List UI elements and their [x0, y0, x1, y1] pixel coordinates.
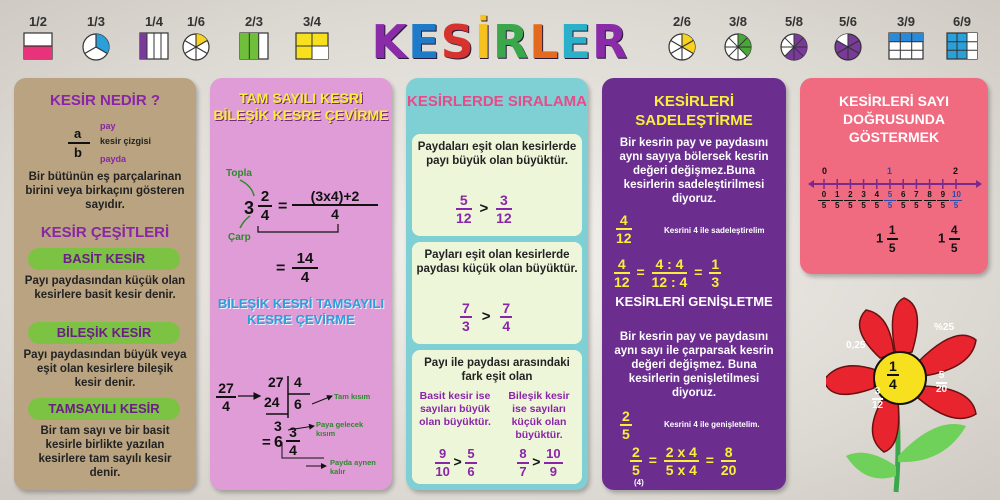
compare-sign: >: [453, 453, 462, 470]
kesir-cizgisi-label: kesir çizgisi: [100, 136, 152, 146]
equals-sign: =: [636, 263, 645, 280]
two-sixths-circle-icon: [667, 32, 697, 62]
panel-number-line: [800, 78, 988, 274]
panel-ordering: [406, 78, 588, 490]
fraction-b: $\frac{10}{9}$: [546, 446, 561, 479]
fraction-icon-group: [174, 14, 218, 62]
denominator-symbol: b: [74, 145, 82, 160]
tamsayili-kesir-text: Bir tam sayı ve bir basit kesirle birlikte yazılan kesirlere tam sayılı kesir denir.: [38, 425, 172, 479]
half-rectangle-icon: [23, 32, 53, 60]
improper-den: 4: [222, 398, 230, 414]
five-sixths-circle-icon: [833, 32, 863, 62]
definition-text: Bir bütünün eş parçalarinan birini veya birkaçını gösteren sayıdır.: [25, 171, 185, 211]
tick-denominator: 5: [874, 201, 880, 210]
mixed-den: 4: [260, 207, 270, 224]
fraction-icon-group: [132, 14, 176, 60]
expression-num: (3x4)+2: [292, 188, 378, 206]
fraction-label: 2/6: [672, 14, 692, 29]
petal-fraction-right: [936, 370, 947, 396]
tick-denominator: 5: [900, 201, 906, 210]
tick-numerator: 3: [858, 190, 870, 201]
tick-fraction: [937, 190, 949, 211]
tick-numerator: 6: [897, 190, 909, 201]
result-equals: =: [276, 260, 286, 277]
panel-mixed-to-improper: [210, 78, 392, 490]
result-num: 14: [292, 250, 318, 269]
panel-title: KESİRLERİ SADELEŞTİRME: [635, 93, 753, 129]
expand-note: Kesrini 4 ile genişletelim.: [664, 420, 760, 429]
division-fraction: $\frac{4 : 4}{12 : 4}$: [651, 256, 688, 290]
fraction-icon-group: [290, 14, 334, 60]
number-line-figure: [806, 160, 982, 270]
final-mixed-prefix: =: [262, 434, 271, 451]
fraction-label: 3/8: [728, 14, 748, 29]
improper-result: [276, 250, 356, 290]
tick-denominator: 5: [940, 201, 946, 210]
equals-sign: =: [278, 198, 288, 215]
payda-aynen-label: Payda aynen kalır: [330, 458, 376, 476]
rule-1-example: [456, 192, 546, 226]
final-fraction: [286, 424, 300, 458]
petal-decimal: 0,25: [846, 340, 866, 351]
rule-2-example: [460, 300, 550, 334]
simplify-example-1: [616, 212, 632, 246]
tick-fraction: [924, 190, 936, 211]
tick-int-2: 2: [953, 166, 959, 176]
three-eighths-circle-icon: [723, 32, 753, 62]
divisor: 4: [294, 374, 302, 390]
tick-denominator: 5: [861, 201, 866, 210]
tamsayili-kesir-pill: TAMSAYILI KESİR: [28, 398, 180, 420]
dividend: 27: [268, 374, 284, 390]
fraction-label: 1/3: [86, 14, 106, 29]
tick-numerator: 9: [937, 190, 949, 201]
equals-sign: =: [694, 263, 703, 280]
top-banner: [0, 0, 1000, 76]
tick-fraction: [871, 190, 883, 211]
petal-percent: %25: [934, 322, 955, 333]
title-letter: S: [440, 15, 475, 69]
six-ninths-grid-icon: [946, 32, 978, 60]
panel-what-is-fraction: [14, 78, 196, 490]
pay-label: pay: [100, 121, 116, 131]
fraction-label: 1/2: [28, 14, 48, 29]
fraction: $\frac{4}{12}$: [614, 256, 630, 290]
fraction-label: 1/4: [144, 14, 164, 29]
panel-title: KESİR NEDİR ?: [49, 92, 160, 109]
fraction-anatomy: [54, 121, 184, 164]
equals-sign: =: [705, 451, 714, 468]
tick-fraction: [897, 190, 909, 211]
tick-denominator: 5: [914, 201, 919, 210]
fraction-icon-group: [884, 14, 928, 60]
numerator-symbol: a: [74, 126, 82, 141]
panel-subtitle: BİLEŞİK KESRİ TAMSAYILI KESRE ÇEVİRME: [217, 296, 385, 327]
basit-kesir-text: Payı paydasından küçük olan kesirlere basit kesir denir.: [24, 275, 186, 301]
rule-3-left-text: Basit kesir ise sayıları büyük olan büyüktür.: [419, 390, 491, 428]
subtrahend: 24: [264, 394, 280, 410]
carp-label: Çarp: [228, 232, 251, 243]
center-fraction: $\frac{1}{4}$: [889, 358, 897, 392]
mixed-whole: 3: [244, 198, 255, 218]
fraction-b: $\frac{3}{12}$: [496, 192, 512, 226]
tick-fraction: [818, 190, 830, 211]
result-den: 4: [300, 269, 310, 286]
mixed-number-2: [938, 222, 960, 256]
tick-fraction: [950, 190, 962, 211]
tick-fraction-labels: [806, 190, 982, 216]
tick-numerator: 1: [831, 190, 843, 201]
fraction-bar: [68, 142, 90, 144]
fraction-icon-group: [74, 14, 118, 62]
fraction-icon-group: [772, 14, 816, 62]
fraction-label: 3/4: [302, 14, 322, 29]
tick-denominator: 5: [848, 201, 853, 210]
fraction-label: 5/8: [784, 14, 804, 29]
fraction-icon-group: [716, 14, 760, 62]
fraction-a: $\frac{5}{12}$: [456, 192, 472, 226]
simplify-text: Bir kesrin pay ve paydasını aynı sayıya bölersek kesrin değeri değişmez.Buna kesirlerin sadeleştirilmesi diyoruz.: [619, 137, 769, 205]
fraction-label: 5/6: [838, 14, 858, 29]
bilesik-kesir-text: Payı paydasından büyük veya eşit olan kesirlere bileşik kesir denir.: [23, 349, 187, 389]
equals-sign: =: [648, 451, 657, 468]
final-whole: 6: [274, 434, 283, 451]
tick-numerator: 4: [871, 190, 883, 201]
final-den: 4: [289, 442, 297, 458]
flower-center: [887, 358, 899, 392]
ordering-rule-1: [412, 134, 582, 236]
tick-int-0: 0: [822, 166, 828, 176]
rule-3-left-example: [418, 446, 494, 480]
tick-numerator: 8: [924, 190, 936, 201]
payda-label: payda: [100, 154, 127, 164]
fraction-icon-group: [16, 14, 60, 60]
improper-num: 27: [216, 380, 236, 398]
fraction-a: $\frac{8}{7}$: [519, 446, 527, 479]
fraction-b: $\frac{5}{6}$: [467, 446, 475, 479]
sixth-circle-icon: [181, 32, 211, 62]
panel-title: KESİRLERDE SIRALAMA: [406, 93, 587, 110]
rule-2-text: Payları eşit olan kesirlerde paydası küçük olan büyüktür.: [416, 249, 578, 275]
fraction-icon-group: [826, 14, 870, 62]
multiply-fraction: $\frac{2 x 4}{5 x 4}$: [665, 444, 697, 478]
title-letter: İ: [474, 15, 493, 69]
expand-text: Bir kesrin pay ve paydasını aynı sayı ile çarparsak kesrin değeri değişmez. Buna kesirlerin genişletilmesi diyoruz.: [614, 331, 774, 399]
title-letter: E: [408, 15, 441, 69]
mixed-whole: 1: [938, 230, 946, 246]
paya-gelecek-label: Paya gelecek kısım: [316, 420, 364, 438]
page-title: [370, 14, 630, 70]
fraction-a: $\frac{7}{3}$: [462, 300, 470, 334]
expand-example-1: [620, 408, 632, 442]
panel-title: TAM SAYILI KESRİ BİLEŞİK KESRE ÇEVİRME: [213, 90, 389, 123]
tick-numerator: 0: [818, 190, 830, 201]
mixed-to-improper-example: [218, 158, 388, 258]
tick-denominator: 5: [834, 201, 840, 210]
mixed-whole: 1: [876, 230, 884, 246]
mixed-num: 2: [258, 188, 272, 207]
tick-fraction: [884, 190, 896, 211]
two-thirds-bars-icon: [239, 32, 269, 60]
rule-1-text: Paydaları eşit olan kesirlerde payı büyük olan büyüktür.: [417, 141, 577, 167]
mixed-number-1: [876, 222, 898, 256]
fraction-label: 6/9: [952, 14, 972, 29]
types-title: KESİR ÇEŞİTLERİ: [40, 224, 170, 241]
compare-sign: >: [532, 453, 541, 470]
result-fraction: $\frac{8}{20}$: [720, 444, 737, 478]
tick-numerator: 5: [884, 190, 896, 201]
tick-fraction: [858, 190, 870, 211]
fraction-icon-group: [660, 14, 704, 62]
fraction-label: 1/6: [186, 14, 206, 29]
rule-3-right-example: [502, 446, 578, 480]
mixed-fraction: $\frac{4}{5}$: [950, 223, 958, 255]
fraction-icon-group: [940, 14, 984, 60]
tick-int-1: 1: [887, 166, 893, 176]
fraction-b: $\frac{7}{4}$: [502, 300, 511, 334]
fraction-label: 2/3: [244, 14, 264, 29]
result-fraction: [292, 250, 318, 286]
compare-sign: >: [479, 199, 489, 217]
simplify-example-2: [614, 256, 784, 290]
simplify-note: Kesrini 4 ile sadeleştirelim: [664, 226, 765, 235]
tick-numerator: 7: [910, 190, 922, 201]
fraction-a: $\frac{9}{10}$: [435, 446, 450, 479]
ordering-rule-2: [412, 242, 582, 344]
mixed-fraction: $\frac{1}{5}$: [888, 223, 896, 255]
rule-3-text: Payı ile paydası arasındaki fark eşit olan: [424, 357, 570, 383]
fraction: $\frac{5}{20}$: [936, 370, 948, 395]
final-num: 3: [286, 424, 300, 442]
topla-label: Topla: [226, 168, 252, 179]
expand-example-2: [630, 444, 784, 478]
basit-kesir-pill: BASİT KESİR: [28, 248, 180, 270]
fraction: $\frac{4}{12}$: [616, 212, 632, 246]
mixed-fraction: [258, 188, 272, 224]
title-letter: K: [371, 15, 409, 69]
tick-fraction: [844, 190, 856, 211]
title-letter: E: [559, 15, 593, 69]
tick-denominator: 5: [927, 201, 932, 210]
tick-denominator: 5: [953, 201, 959, 210]
fraction-icon-group: [232, 14, 276, 60]
fraction-flower: [826, 296, 996, 496]
title-letter: L: [529, 15, 560, 69]
improper-to-mixed-example: [214, 372, 390, 484]
multiplier-label: (4): [634, 478, 644, 487]
panel-subtitle: KESİRLERİ GENİŞLETME: [615, 294, 773, 309]
title-letter: R: [492, 15, 530, 69]
tam-kisim-label: Tam kısım: [334, 392, 371, 401]
flower-illustration: [826, 296, 996, 496]
panel-title: KESİRLERİ SAYI DOĞRUSUNDA GÖSTERMEK: [839, 93, 949, 145]
panel-simplify: [602, 78, 786, 490]
title-letter: R: [592, 15, 629, 69]
three-ninths-grid-icon: [888, 32, 924, 60]
fraction-label: 3/9: [896, 14, 916, 29]
fraction: $\frac{2}{5}$: [622, 408, 630, 442]
third-circle-icon: [81, 32, 111, 62]
expression-fraction: [292, 188, 378, 222]
compare-sign: >: [481, 307, 491, 325]
tick-denominator: 5: [887, 201, 893, 210]
quotient: 6: [294, 396, 302, 412]
tick-numerator: 2: [844, 190, 856, 201]
remainder: 3: [274, 418, 282, 434]
three-quarters-grid-icon: [295, 32, 329, 60]
bilesik-kesir-pill: BİLEŞİK KESİR: [28, 322, 180, 344]
rule-3-right-text: Bileşik kesir ise sayıları küçük olan büyüktür.: [508, 390, 570, 441]
petal-fraction-bottom: [872, 386, 883, 412]
result-fraction: $\frac{1}{3}$: [711, 256, 720, 290]
five-eighths-circle-icon: [779, 32, 809, 62]
tick-fraction: [831, 190, 843, 211]
tick-numerator: 10: [952, 190, 961, 199]
tick-denominator: 5: [821, 201, 827, 210]
fraction: $\frac{3}{12}$: [872, 386, 884, 411]
tick-fraction: [910, 190, 922, 211]
fraction: $\frac{2}{5}$: [632, 444, 640, 478]
expression-den: 4: [331, 206, 339, 222]
quarter-bars-icon: [139, 32, 169, 60]
ordering-rule-3: [412, 350, 582, 484]
